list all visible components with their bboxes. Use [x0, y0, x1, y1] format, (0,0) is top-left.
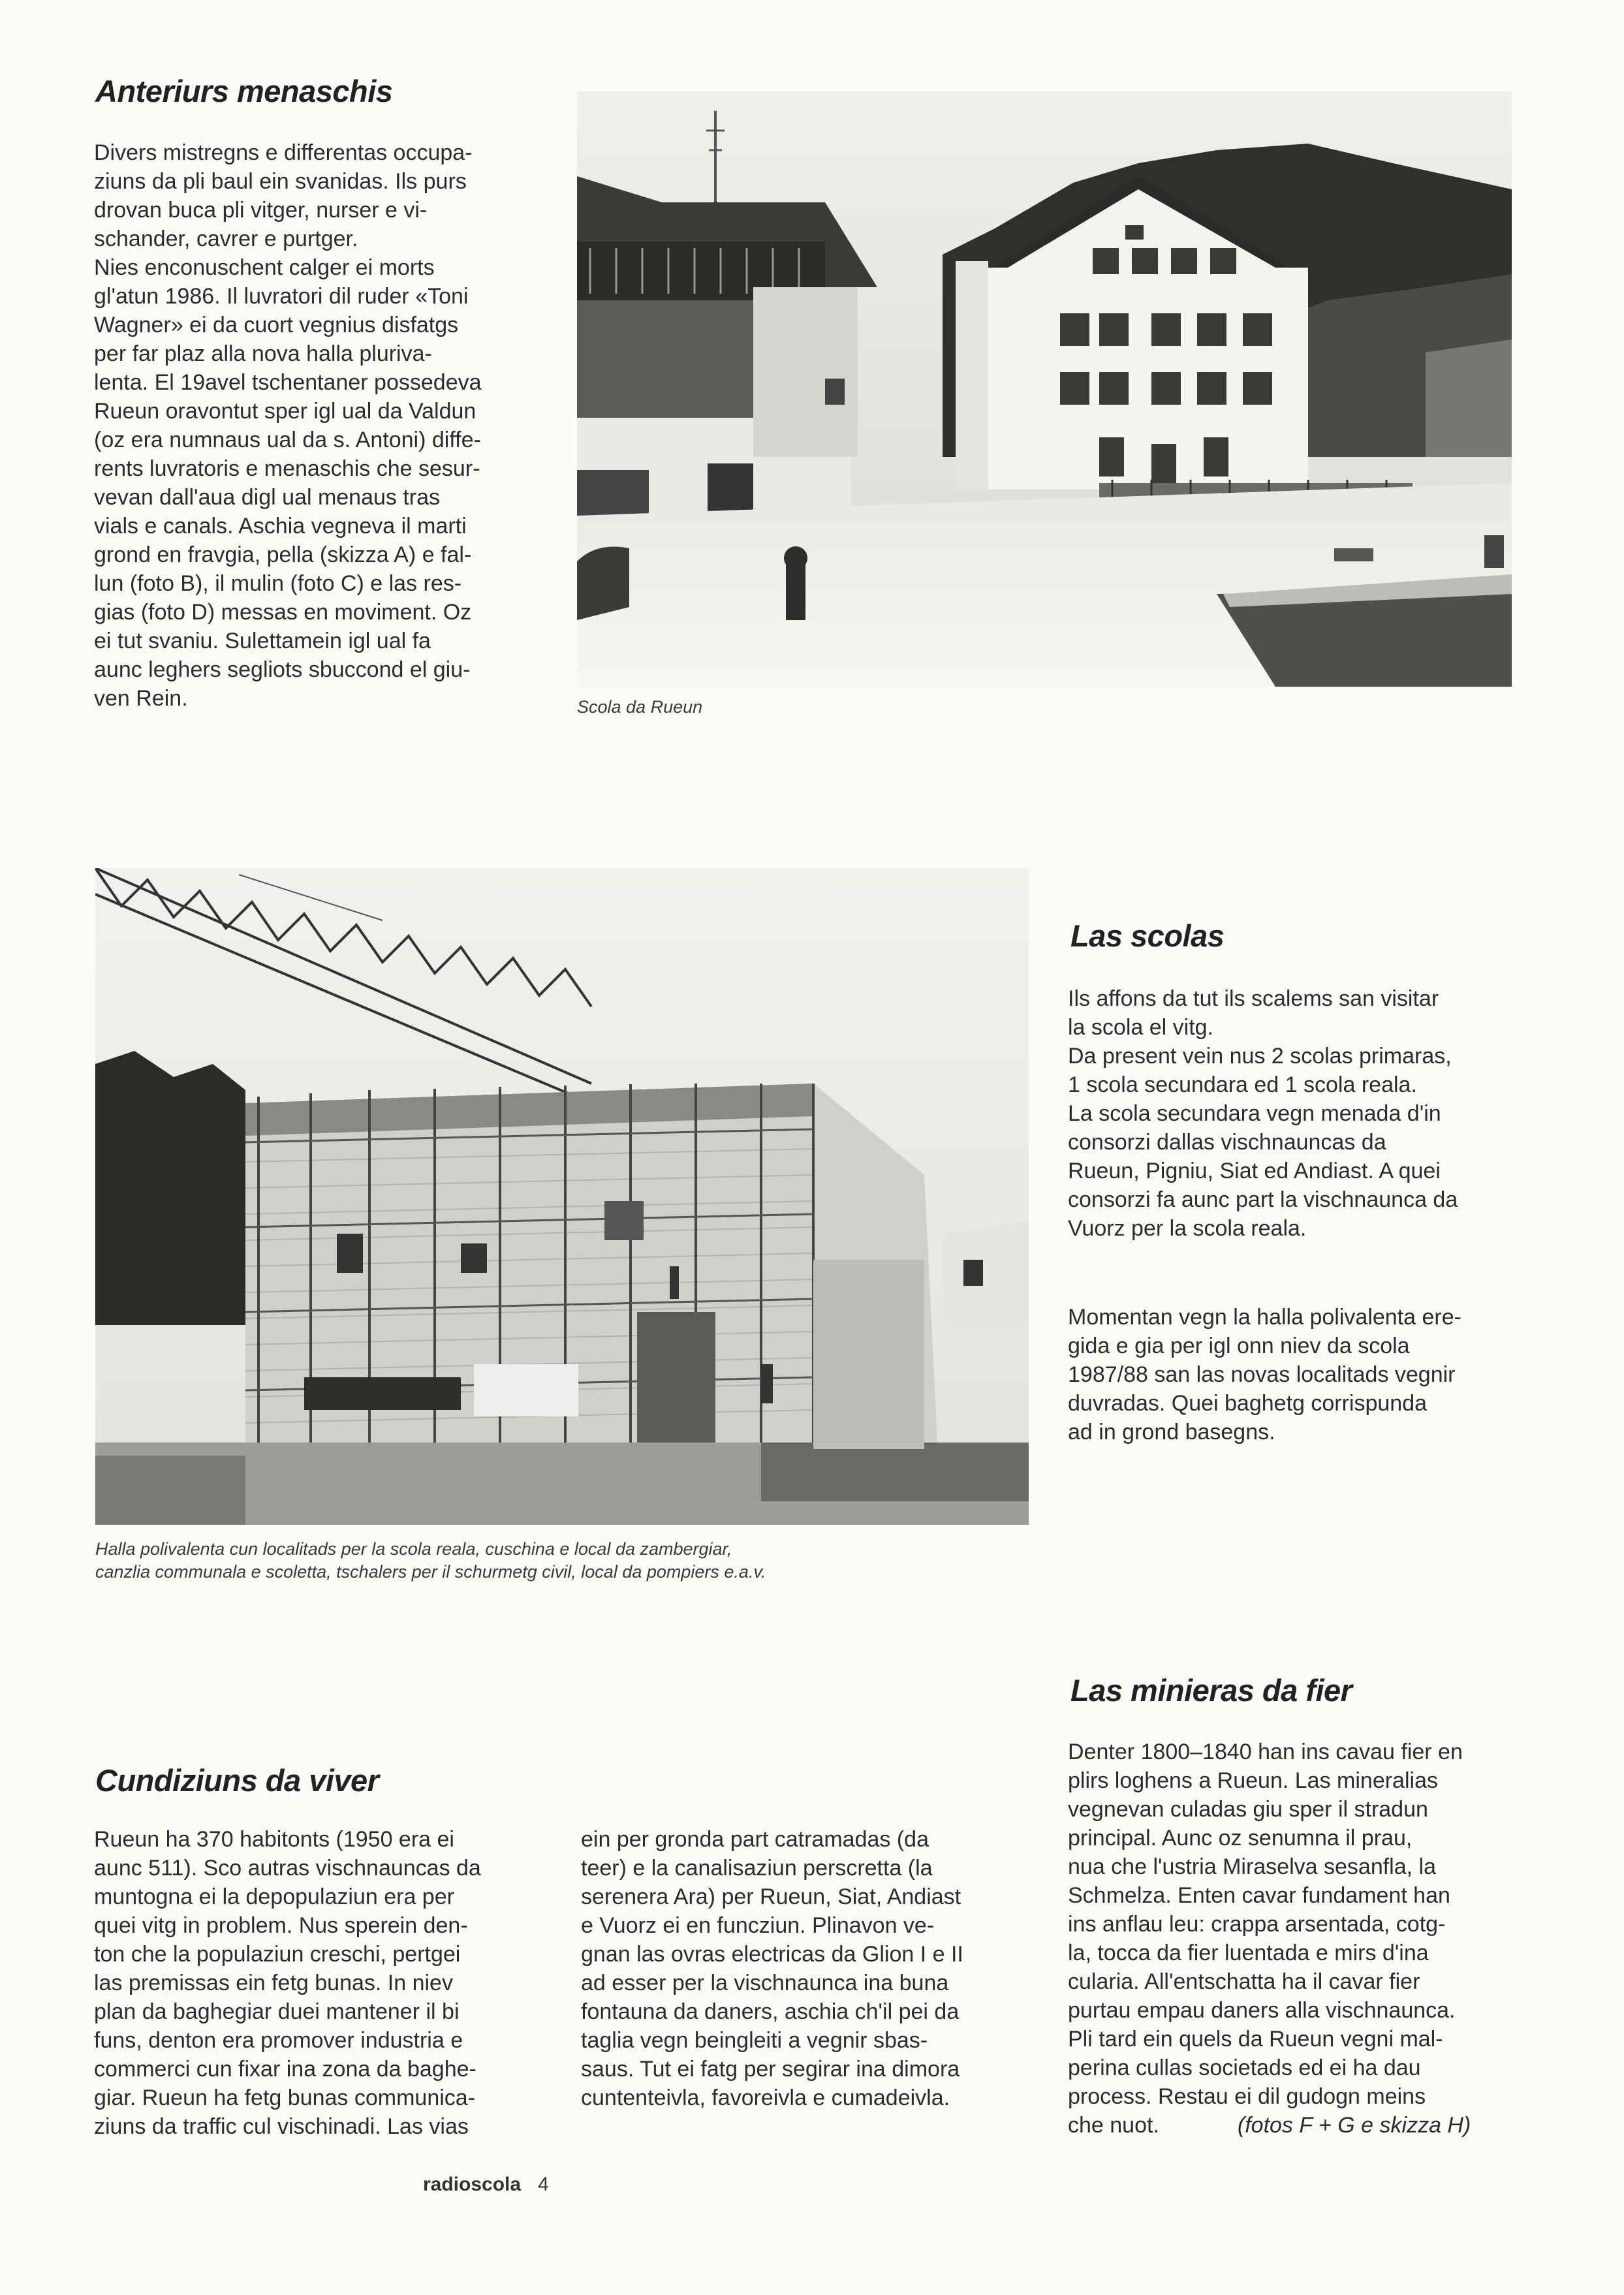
text-line: (oz era numnaus ual da s. Antoni) diffe-	[94, 428, 481, 452]
text-line: teer) e la canalisaziun perscretta (la	[581, 1856, 933, 1881]
text-line: aunc leghers segliots sbuccond el giu-	[94, 657, 471, 682]
text-line: rents luvratoris e menaschis che sesur-	[94, 456, 480, 481]
text-line: lenta. El 19avel tschentaner possedeva	[94, 370, 482, 395]
text-line: plirs loghens a Rueun. Las mineralias	[1068, 1768, 1438, 1793]
text-line: plan da baghegiar duei mantener il bi	[94, 1999, 460, 2024]
heading-scolas: Las scolas	[1070, 918, 1225, 953]
text-line-with-credit	[1068, 2111, 1525, 2140]
text-line: aunc 511). Sco autras vischnauncas da	[94, 1856, 481, 1881]
text-line: Rueun, Pigniu, Siat ed Andiast. A quei	[1068, 1159, 1441, 1183]
text-line: 1 scola secundara ed 1 scola reala.	[1068, 1072, 1417, 1097]
heading-minieras: Las minieras da fier	[1070, 1673, 1352, 1708]
text-line: vevan dall'aua digl ual menaus tras	[94, 485, 441, 510]
text-line: la, tocca da fier luentada e mirs d'ina	[1068, 1941, 1429, 1965]
text-line: 1987/88 san las novas localitads vegnir	[1068, 1362, 1456, 1387]
text-line: grond en fravgia, pella (skizza A) e fal-	[94, 542, 472, 567]
text-line: serenera Ara) per Rueun, Siat, Andiast	[581, 1884, 961, 1909]
text-line: principal. Aunc oz senumna il prau,	[1068, 1826, 1413, 1850]
text-line: gias (foto D) messas en moviment. Oz	[94, 600, 472, 625]
text-line: giar. Rueun ha fetg bunas communica-	[94, 2085, 476, 2110]
text-line: ziuns da pli baul ein svanidas. Ils purs	[94, 169, 467, 194]
text-line: nua che l'ustria Miraselva sesanfla, la	[1068, 1854, 1436, 1879]
text-line: gida e gia per igl onn niev da scola	[1068, 1334, 1410, 1358]
text-line: drovan buca pli vitger, nurser e vi-	[94, 198, 428, 223]
text-line: muntogna ei la depopulaziun era per	[94, 1884, 454, 1909]
text-line: fontauna da daners, aschia ch'il pei da	[581, 1999, 960, 2024]
text-line: Vuorz per la scola reala.	[1068, 1216, 1307, 1241]
caption-halla-line1: Halla polivalenta cun localitads per la scola reala, cuschina e local da zambergiar,	[95, 1539, 732, 1559]
text-minieras	[1068, 1738, 1525, 2140]
text-line: ad esser per la vischnaunca ina buna	[581, 1971, 949, 1995]
text-line: Wagner» ei da cuort vegnius disfatgs	[94, 313, 459, 337]
text-line: funs, denton era promover industria e	[94, 2028, 463, 2053]
photo-school-rueun	[577, 91, 1512, 687]
text-line: consorzi fa aunc part la vischnaunca da	[1068, 1187, 1458, 1212]
photo-credit: (fotos F + G e skizza H)	[1237, 2113, 1471, 2138]
text-line: Schmelza. Enten cavar fundament han	[1068, 1883, 1450, 1908]
text-line: taglia vegn beingleiti a vegnir sbas-	[581, 2028, 928, 2053]
text-line: Pli tard ein quels da Rueun vegni mal-	[1068, 2027, 1443, 2052]
text-line: process. Restau ei dil gudogn meins	[1068, 2084, 1426, 2109]
text-line: duvradas. Quei baghetg corrispunda	[1068, 1391, 1428, 1416]
text-line: ven Rein.	[94, 686, 188, 711]
page-number: 4	[538, 2174, 549, 2195]
text-cundiziuns-col1	[94, 1825, 544, 2141]
text-line: Denter 1800–1840 han ins cavau fier en	[1068, 1740, 1463, 1764]
text-line: cularia. All'entschatta ha il cavar fier	[1068, 1969, 1420, 1994]
text-scolas-para1	[1068, 984, 1518, 1243]
photo-hall-construction	[95, 868, 1029, 1525]
caption-halla	[95, 1538, 1029, 1584]
text-line: ad in grond basegns.	[1068, 1420, 1275, 1444]
caption-halla-line2: canzlia communala e scoletta, tschalers per il schurmetg civil, local da pompiers e.a.v.	[95, 1562, 766, 1582]
text-line: ins anflau leu: crappa arsentada, cotg-	[1068, 1912, 1446, 1937]
text-line: saus. Tut ei fatg per segirar ina dimora	[581, 2057, 960, 2082]
text-line: ziuns da traffic cul vischinadi. Las vias	[94, 2114, 469, 2139]
page-footer	[423, 2174, 549, 2196]
text-line: Ils affons da tut ils scalems san visitar	[1068, 986, 1439, 1011]
text-line: purtau empau daners alla vischnaunca.	[1068, 1998, 1456, 2023]
text-line: consorzi dallas vischnauncas da	[1068, 1130, 1386, 1155]
text-scolas-para2	[1068, 1303, 1518, 1446]
text-anteriurs	[94, 138, 544, 713]
text-line: quei vitg in problem. Nus sperein den-	[94, 1913, 468, 1938]
text-line: commerci cun fixar ina zona da baghe-	[94, 2057, 476, 2082]
text-line: lun (foto B), il mulin (foto C) e las res-	[94, 571, 462, 596]
text-line: e Vuorz ei en funcziun. Plinavon ve-	[581, 1913, 935, 1938]
text-line: la scola el vitg.	[1068, 1015, 1213, 1040]
text-cundiziuns-col2	[581, 1825, 1038, 2112]
text-line: Da present vein nus 2 scolas primaras,	[1068, 1044, 1452, 1069]
text-line: per far plaz alla nova halla pluriva-	[94, 341, 432, 366]
text-line: ein per gronda part catramadas (da	[581, 1827, 929, 1852]
text-line: Momentan vegn la halla polivalenta ere-	[1068, 1305, 1461, 1330]
text-line: ton che la populaziun creschi, pertgei	[94, 1942, 461, 1967]
text-line: La scola secundara vegn menada d'in	[1068, 1101, 1441, 1126]
text-line: vegnevan culadas giu sper il stradun	[1068, 1797, 1428, 1822]
text-line: Rueun oravontut sper igl ual da Valdun	[94, 399, 476, 424]
text-line: che nuot.	[1068, 2113, 1159, 2138]
text-line: Rueun ha 370 habitonts (1950 era ei	[94, 1827, 454, 1852]
text-line: vials e canals. Aschia vegneva il marti	[94, 514, 467, 539]
text-line: ei tut svaniu. Sulettamein igl ual fa	[94, 629, 431, 653]
text-line: perina cullas societads ed ei ha dau	[1068, 2055, 1421, 2080]
caption-scola: Scola da Rueun	[577, 697, 703, 717]
footer-publication-name: radioscola	[423, 2174, 522, 2195]
text-line: Divers mistregns e differentas occupa-	[94, 140, 473, 165]
text-line: cuntenteivla, favoreivla e cumadeivla.	[581, 2085, 950, 2110]
text-line: schander, cavrer e purtger.	[94, 226, 358, 251]
text-line: gnan las ovras electricas da Glion I e II	[581, 1942, 963, 1967]
text-line: las premissas ein fetg bunas. In niev	[94, 1971, 453, 1995]
heading-cundiziuns: Cundiziuns da viver	[95, 1763, 379, 1798]
text-line: Nies enconuschent calger ei morts	[94, 255, 435, 280]
text-line: gl'atun 1986. Il luvratori dil ruder «Toni	[94, 284, 469, 309]
heading-anteriurs: Anteriurs menaschis	[95, 74, 393, 108]
